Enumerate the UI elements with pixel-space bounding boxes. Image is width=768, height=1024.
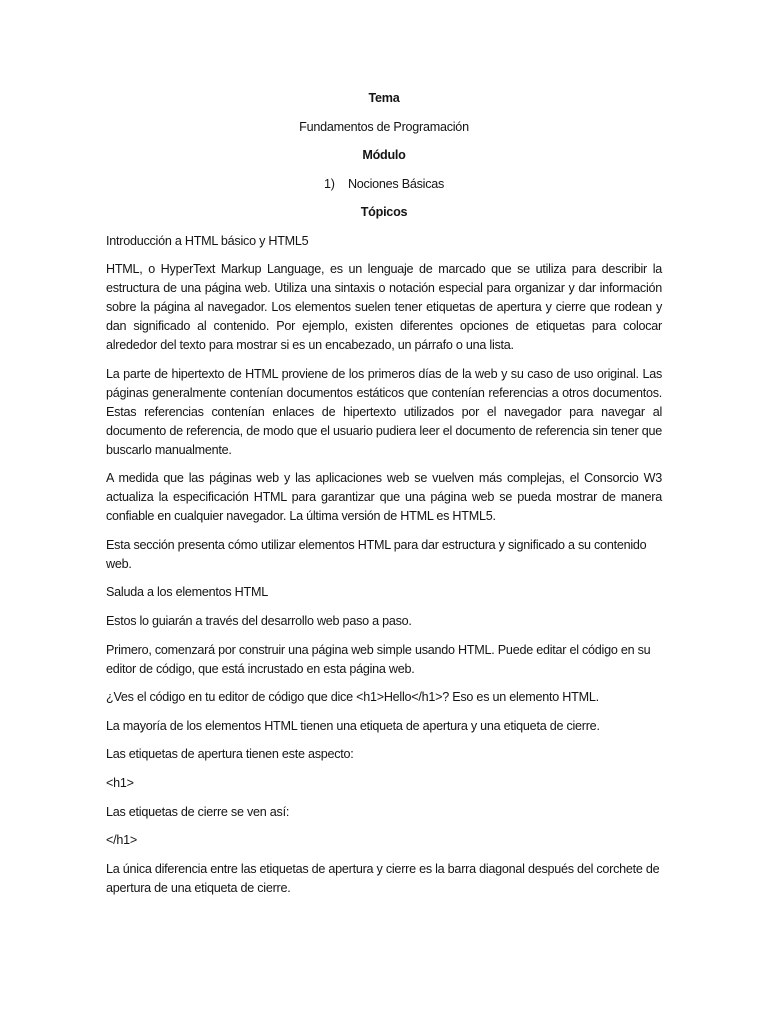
label-modulo: Módulo [362, 148, 406, 162]
document-content [106, 89, 662, 907]
label-topicos: Tópicos [360, 205, 408, 219]
paragraph-h1-element: ¿Ves el código en tu editor de código que dice <h1>Hello</h1>? Eso es un elemento HTML. [106, 690, 599, 705]
code-opening-tag: <h1> [106, 776, 134, 791]
course-title: Fundamentos de Programación [299, 119, 469, 134]
module-name: Nociones Básicas [347, 176, 445, 191]
paragraph-html-intro: HTML, o HyperText Markup Language, es un lenguaje de marcado que se utiliza para describir la estructura de una página web. Utiliza una sintaxis o notación especial para organizar y dar información sobre la página al navegador. Los elementos suelen tener etiquetas de apertura y cierre que rodean y dan significado al contenido. Por ejemplo, existen diferentes opciones de etiquetas para colocar alrededor del texto para mostrar si es un encabezado, un párrafo o una lista. [106, 262, 662, 353]
paragraph-closing-tags: Las etiquetas de cierre se ven así: [106, 804, 290, 819]
paragraph-first-step: Primero, comenzará por construir una página web simple usando HTML. Puede editar el código en su editor de código, que está incrustado en esta página web. [106, 642, 651, 676]
topic-title: Introducción a HTML básico y HTML5 [106, 233, 309, 248]
paragraph-hypertext: La parte de hipertexto de HTML proviene de los primeros días de la web y su caso de uso original. Las páginas generalmente contenían documentos estáticos que contenían referencias a otros documentos. Estas referencias contenían enlaces de hipertexto utilizados por el navegador para navegar al documento de referencia, de modo que el usuario pudiera leer el documento de referencia sin tener que buscarlo manualmente. [106, 366, 662, 457]
code-closing-tag: </h1> [106, 833, 137, 848]
paragraph-tags: La mayoría de los elementos HTML tienen una etiqueta de apertura y una etiqueta de cierre. [106, 718, 600, 733]
subheading-html-elements: Saluda a los elementos HTML [106, 585, 268, 600]
module-number: 1) [323, 176, 335, 191]
paragraph-w3c: A medida que las páginas web y las aplicaciones web se vuelven más complejas, el Consorcio W3 actualiza la especificación HTML para garantizar que una página web se pueda mostrar de manera confiable en cualquier navegador. La última versión de HTML es HTML5. [106, 471, 662, 524]
paragraph-guide: Estos lo guiarán a través del desarrollo web paso a paso. [106, 614, 412, 629]
label-tema: Tema [368, 91, 400, 105]
paragraph-section-intro: Esta sección presenta cómo utilizar elementos HTML para dar estructura y significado a su contenido web. [106, 537, 647, 571]
paragraph-difference: La única diferencia entre las etiquetas de apertura y cierre es la barra diagonal después del corchete de apertura de una etiqueta de cierre. [106, 861, 660, 895]
module-item [106, 175, 662, 194]
paragraph-opening-tags: Las etiquetas de apertura tienen este aspecto: [106, 747, 354, 762]
